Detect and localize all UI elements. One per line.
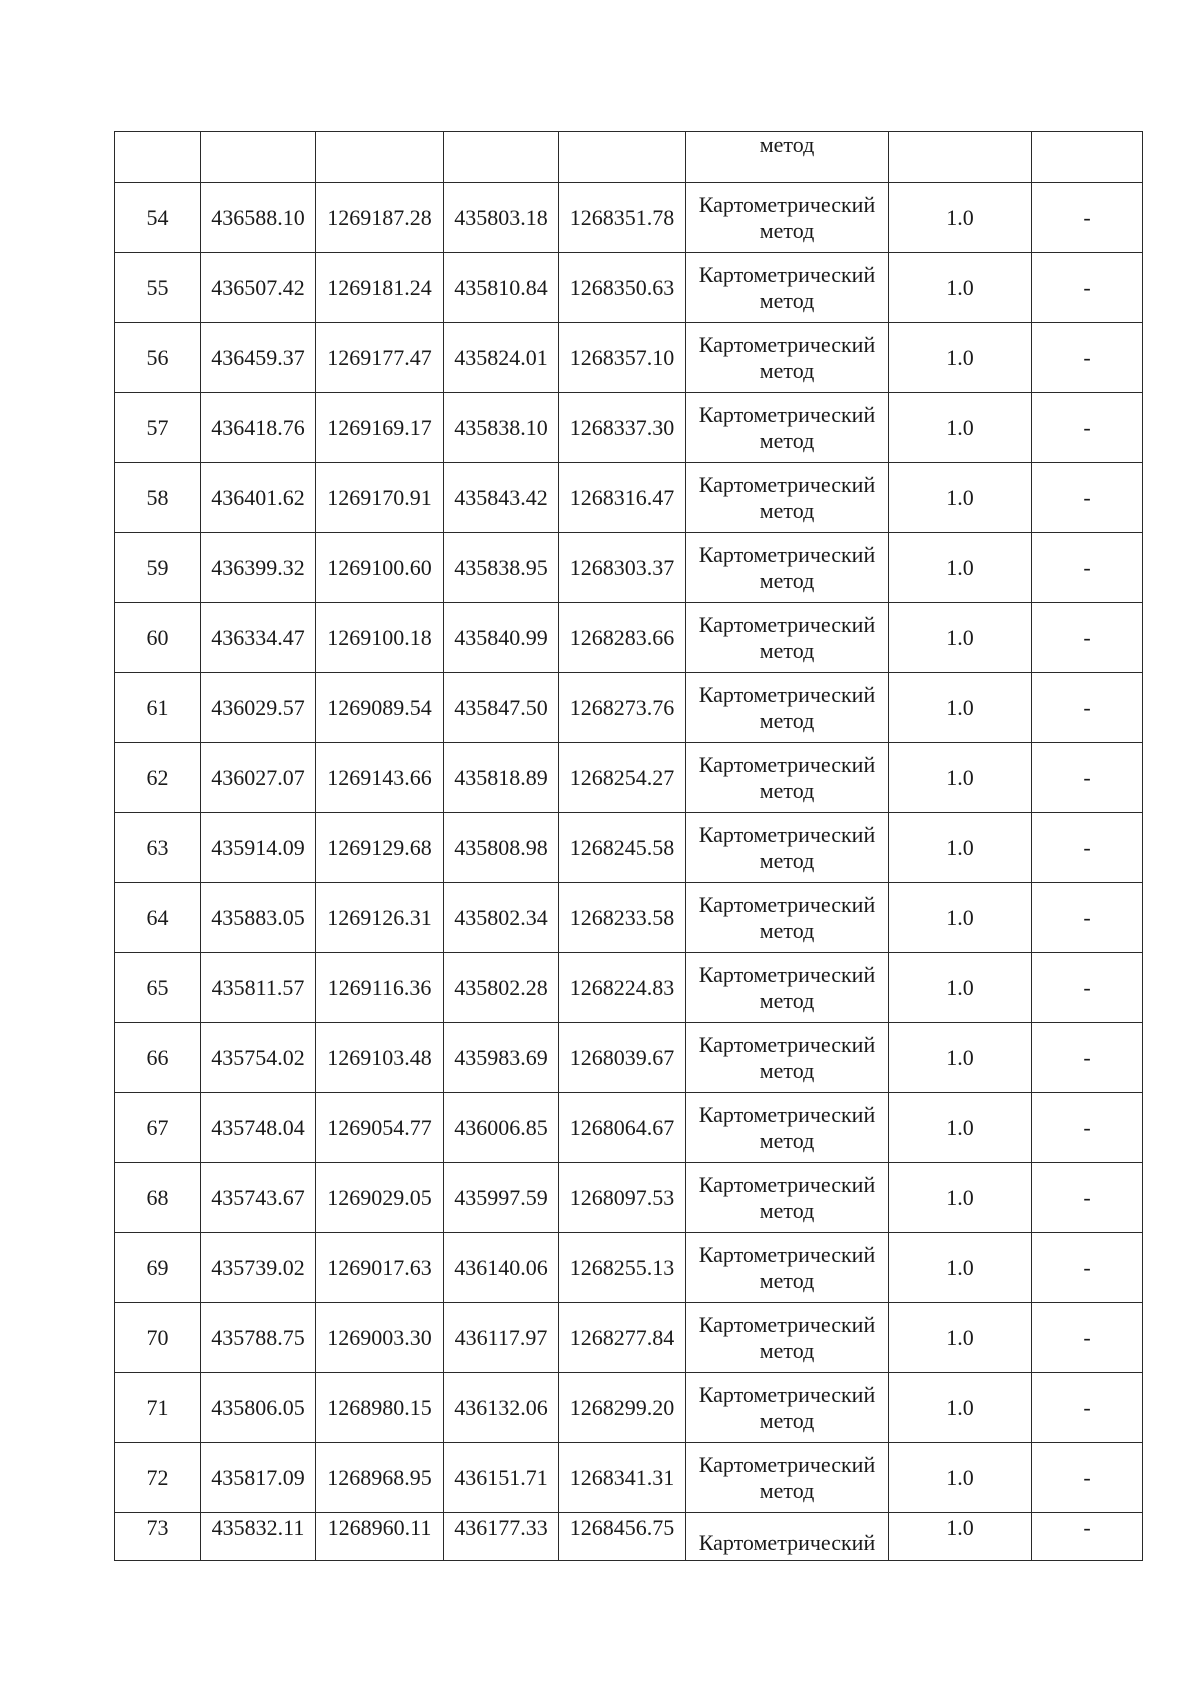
table-row	[115, 323, 1143, 393]
cell-description: -	[1032, 673, 1143, 743]
cell-x1: 435754.02	[201, 1023, 316, 1093]
cell-description: -	[1032, 1163, 1143, 1233]
cell-y2: 1268337.30	[559, 393, 686, 463]
cell-y1: 1268968.95	[316, 1443, 444, 1513]
cell-x2: 435803.18	[444, 183, 559, 253]
cell-accuracy: 1.0	[889, 743, 1032, 813]
method-text-line2: метод	[759, 707, 815, 733]
cell-x2	[444, 132, 559, 183]
cell-method	[686, 603, 889, 673]
cell-num: 70	[115, 1303, 201, 1373]
method-text-line1: Картометрический	[698, 611, 876, 637]
cell-num: 58	[115, 463, 201, 533]
cell-num: 63	[115, 813, 201, 883]
method-text-line1: Картометрический	[698, 1031, 876, 1057]
cell-y2: 1268316.47	[559, 463, 686, 533]
cell-x2: 435808.98	[444, 813, 559, 883]
cell-description: -	[1032, 1513, 1143, 1561]
cell-accuracy: 1.0	[889, 253, 1032, 323]
cell-method	[686, 673, 889, 743]
cell-y2: 1268245.58	[559, 813, 686, 883]
cell-x1: 436399.32	[201, 533, 316, 603]
cell-accuracy: 1.0	[889, 183, 1032, 253]
cell-description: -	[1032, 743, 1143, 813]
method-text-line1: Картометрический	[698, 891, 876, 917]
cell-y1: 1269170.91	[316, 463, 444, 533]
table-row	[115, 1373, 1143, 1443]
cell-description: -	[1032, 393, 1143, 463]
cell-num: 60	[115, 603, 201, 673]
cell-method	[686, 533, 889, 603]
cell-y2: 1268357.10	[559, 323, 686, 393]
cell-y1: 1269181.24	[316, 253, 444, 323]
method-text-line1: Картометрический	[698, 1101, 876, 1127]
method-text-line1: Картометрический	[698, 821, 876, 847]
cell-x2: 435997.59	[444, 1163, 559, 1233]
method-text-line2: метод	[759, 357, 815, 383]
method-text-line2: метод	[759, 1407, 815, 1433]
cell-method	[686, 1233, 889, 1303]
cell-accuracy: 1.0	[889, 1233, 1032, 1303]
cell-accuracy: 1.0	[889, 1303, 1032, 1373]
table-row-last	[115, 1513, 1143, 1561]
cell-accuracy: 1.0	[889, 603, 1032, 673]
cell-accuracy: 1.0	[889, 393, 1032, 463]
cell-y2: 1268351.78	[559, 183, 686, 253]
method-text-line1: Картометрический	[698, 1530, 876, 1555]
method-text-line1: Картометрический	[698, 401, 876, 427]
cell-method	[686, 743, 889, 813]
cell-description: -	[1032, 953, 1143, 1023]
cell-method	[686, 813, 889, 883]
method-text-line2: метод	[759, 777, 815, 803]
cell-y2: 1268039.67	[559, 1023, 686, 1093]
cell-x1: 435788.75	[201, 1303, 316, 1373]
cell-accuracy	[889, 132, 1032, 183]
method-text-line1: Картометрический	[698, 1451, 876, 1477]
cell-x2: 435818.89	[444, 743, 559, 813]
cell-num: 62	[115, 743, 201, 813]
cell-x2: 436151.71	[444, 1443, 559, 1513]
cell-num: 67	[115, 1093, 201, 1163]
cell-x2: 435810.84	[444, 253, 559, 323]
method-text-line2: метод	[759, 1337, 815, 1363]
cell-num: 72	[115, 1443, 201, 1513]
cell-y1: 1269187.28	[316, 183, 444, 253]
cell-method	[686, 1303, 889, 1373]
table-row	[115, 533, 1143, 603]
table-row-continuation	[115, 132, 1143, 183]
table-row	[115, 1443, 1143, 1513]
cell-num: 55	[115, 253, 201, 323]
cell-y1: 1269029.05	[316, 1163, 444, 1233]
method-text-line1: Картометрический	[698, 541, 876, 567]
method-text-line2: метод	[759, 1477, 815, 1503]
cell-method	[686, 463, 889, 533]
cell-description: -	[1032, 883, 1143, 953]
cell-y2: 1268255.13	[559, 1233, 686, 1303]
cell-x1: 436588.10	[201, 183, 316, 253]
cell-x2: 436132.06	[444, 1373, 559, 1443]
cell-y2: 1268350.63	[559, 253, 686, 323]
cell-y1: 1269017.63	[316, 1233, 444, 1303]
cell-x2: 435824.01	[444, 323, 559, 393]
cell-x1: 435806.05	[201, 1373, 316, 1443]
cell-accuracy: 1.0	[889, 1373, 1032, 1443]
cell-accuracy: 1.0	[889, 673, 1032, 743]
cell-method	[686, 1163, 889, 1233]
cell-method	[686, 183, 889, 253]
table-row	[115, 883, 1143, 953]
cell-y1: 1269100.18	[316, 603, 444, 673]
cell-num: 69	[115, 1233, 201, 1303]
cell-num: 68	[115, 1163, 201, 1233]
cell-x1: 435883.05	[201, 883, 316, 953]
cell-x2: 436177.33	[444, 1513, 559, 1561]
cell-y2: 1268277.84	[559, 1303, 686, 1373]
cell-y2: 1268273.76	[559, 673, 686, 743]
cell-y1	[316, 132, 444, 183]
cell-num: 54	[115, 183, 201, 253]
cell-x1: 435748.04	[201, 1093, 316, 1163]
cell-x2: 435802.34	[444, 883, 559, 953]
cell-num: 71	[115, 1373, 201, 1443]
coordinates-table	[114, 131, 1143, 1561]
method-text-line2: метод	[759, 1197, 815, 1223]
coordinates-table-body	[115, 132, 1143, 1561]
cell-method	[686, 1023, 889, 1093]
cell-num: 56	[115, 323, 201, 393]
cell-description: -	[1032, 253, 1143, 323]
cell-y1: 1269089.54	[316, 673, 444, 743]
cell-x1: 436459.37	[201, 323, 316, 393]
cell-y1: 1268960.11	[316, 1513, 444, 1561]
table-row	[115, 1023, 1143, 1093]
cell-num: 65	[115, 953, 201, 1023]
cell-accuracy: 1.0	[889, 813, 1032, 883]
cell-x1: 436401.62	[201, 463, 316, 533]
table-row	[115, 813, 1143, 883]
cell-x2: 436006.85	[444, 1093, 559, 1163]
method-text-line2: метод	[759, 567, 815, 593]
cell-x2: 435983.69	[444, 1023, 559, 1093]
cell-y1: 1268980.15	[316, 1373, 444, 1443]
cell-y1: 1269054.77	[316, 1093, 444, 1163]
cell-x1: 435811.57	[201, 953, 316, 1023]
cell-y2	[559, 132, 686, 183]
cell-x2: 436140.06	[444, 1233, 559, 1303]
cell-x1	[201, 132, 316, 183]
cell-x1: 436027.07	[201, 743, 316, 813]
cell-method	[686, 323, 889, 393]
cell-accuracy: 1.0	[889, 953, 1032, 1023]
cell-method	[686, 253, 889, 323]
method-text-line2: метод	[759, 497, 815, 523]
cell-x2: 436117.97	[444, 1303, 559, 1373]
cell-method	[686, 132, 889, 183]
cell-description: -	[1032, 1093, 1143, 1163]
table-row	[115, 603, 1143, 673]
table-row	[115, 1093, 1143, 1163]
cell-y1: 1269100.60	[316, 533, 444, 603]
method-text-line1: Картометрический	[698, 1171, 876, 1197]
cell-y2: 1268299.20	[559, 1373, 686, 1443]
cell-x1: 435832.11	[201, 1513, 316, 1561]
cell-accuracy: 1.0	[889, 323, 1032, 393]
method-text-line1: Картометрический	[698, 961, 876, 987]
cell-y1: 1269169.17	[316, 393, 444, 463]
cell-x1: 436418.76	[201, 393, 316, 463]
cell-description: -	[1032, 603, 1143, 673]
cell-description	[1032, 132, 1143, 183]
method-text-line2: метод	[759, 987, 815, 1013]
cell-description: -	[1032, 463, 1143, 533]
cell-x1: 435914.09	[201, 813, 316, 883]
cell-accuracy: 1.0	[889, 883, 1032, 953]
method-text-line2: метод	[759, 427, 815, 453]
cell-num	[115, 132, 201, 183]
cell-y2: 1268254.27	[559, 743, 686, 813]
table-row	[115, 953, 1143, 1023]
cell-y1: 1269177.47	[316, 323, 444, 393]
table-row	[115, 1303, 1143, 1373]
method-text-line1: Картометрический	[698, 331, 876, 357]
cell-accuracy: 1.0	[889, 533, 1032, 603]
cell-num: 61	[115, 673, 201, 743]
cell-method	[686, 883, 889, 953]
cell-description: -	[1032, 533, 1143, 603]
method-text-line1: Картометрический	[698, 1241, 876, 1267]
table-row	[115, 1163, 1143, 1233]
cell-y2: 1268233.58	[559, 883, 686, 953]
table-row	[115, 463, 1143, 533]
cell-x1: 435817.09	[201, 1443, 316, 1513]
cell-method	[686, 1513, 889, 1561]
cell-x2: 435847.50	[444, 673, 559, 743]
cell-y2: 1268064.67	[559, 1093, 686, 1163]
cell-y2: 1268341.31	[559, 1443, 686, 1513]
method-text-line2: метод	[759, 217, 815, 243]
cell-y1: 1269126.31	[316, 883, 444, 953]
cell-x1: 435743.67	[201, 1163, 316, 1233]
cell-num: 59	[115, 533, 201, 603]
method-text-line2: метод	[759, 847, 815, 873]
cell-x1: 436334.47	[201, 603, 316, 673]
cell-y1: 1269129.68	[316, 813, 444, 883]
table-row	[115, 1233, 1143, 1303]
method-text-line1: Картометрический	[698, 471, 876, 497]
table-row	[115, 183, 1143, 253]
cell-description: -	[1032, 183, 1143, 253]
cell-num: 66	[115, 1023, 201, 1093]
method-text-line2: метод	[759, 1057, 815, 1083]
cell-y1: 1269143.66	[316, 743, 444, 813]
method-text-line2: метод	[759, 1267, 815, 1293]
cell-method	[686, 393, 889, 463]
cell-x2: 435843.42	[444, 463, 559, 533]
method-text-line1: Картометрический	[698, 191, 876, 217]
table-row	[115, 253, 1143, 323]
table-row	[115, 673, 1143, 743]
cell-method	[686, 1443, 889, 1513]
method-text: метод	[759, 132, 815, 157]
cell-y2: 1268283.66	[559, 603, 686, 673]
method-text-line1: Картометрический	[698, 261, 876, 287]
cell-description: -	[1032, 1023, 1143, 1093]
cell-description: -	[1032, 323, 1143, 393]
cell-method	[686, 1093, 889, 1163]
method-text-line1: Картометрический	[698, 751, 876, 777]
cell-accuracy: 1.0	[889, 1443, 1032, 1513]
cell-x1: 435739.02	[201, 1233, 316, 1303]
cell-accuracy: 1.0	[889, 1023, 1032, 1093]
cell-accuracy: 1.0	[889, 1163, 1032, 1233]
cell-accuracy: 1.0	[889, 1093, 1032, 1163]
cell-y1: 1269116.36	[316, 953, 444, 1023]
cell-description: -	[1032, 1303, 1143, 1373]
cell-num: 64	[115, 883, 201, 953]
method-text-line2: метод	[759, 287, 815, 313]
method-text-line1: Картометрический	[698, 1381, 876, 1407]
cell-accuracy: 1.0	[889, 1513, 1032, 1561]
cell-method	[686, 1373, 889, 1443]
method-text-line2: метод	[759, 917, 815, 943]
cell-y2: 1268097.53	[559, 1163, 686, 1233]
cell-num: 73	[115, 1513, 201, 1561]
cell-num: 57	[115, 393, 201, 463]
cell-x2: 435802.28	[444, 953, 559, 1023]
cell-x2: 435838.95	[444, 533, 559, 603]
method-text-line1: Картометрический	[698, 1311, 876, 1337]
cell-method	[686, 953, 889, 1023]
cell-y2: 1268224.83	[559, 953, 686, 1023]
cell-x2: 435838.10	[444, 393, 559, 463]
cell-y1: 1269103.48	[316, 1023, 444, 1093]
cell-x1: 436507.42	[201, 253, 316, 323]
cell-description: -	[1032, 1233, 1143, 1303]
cell-x1: 436029.57	[201, 673, 316, 743]
table-row	[115, 743, 1143, 813]
method-text-line1: Картометрический	[698, 681, 876, 707]
table-row	[115, 393, 1143, 463]
method-text-line2: метод	[759, 1127, 815, 1153]
cell-y2: 1268456.75	[559, 1513, 686, 1561]
cell-y2: 1268303.37	[559, 533, 686, 603]
cell-description: -	[1032, 1443, 1143, 1513]
cell-x2: 435840.99	[444, 603, 559, 673]
cell-accuracy: 1.0	[889, 463, 1032, 533]
cell-description: -	[1032, 1373, 1143, 1443]
method-text-line2: метод	[759, 637, 815, 663]
cell-description: -	[1032, 813, 1143, 883]
cell-y1: 1269003.30	[316, 1303, 444, 1373]
